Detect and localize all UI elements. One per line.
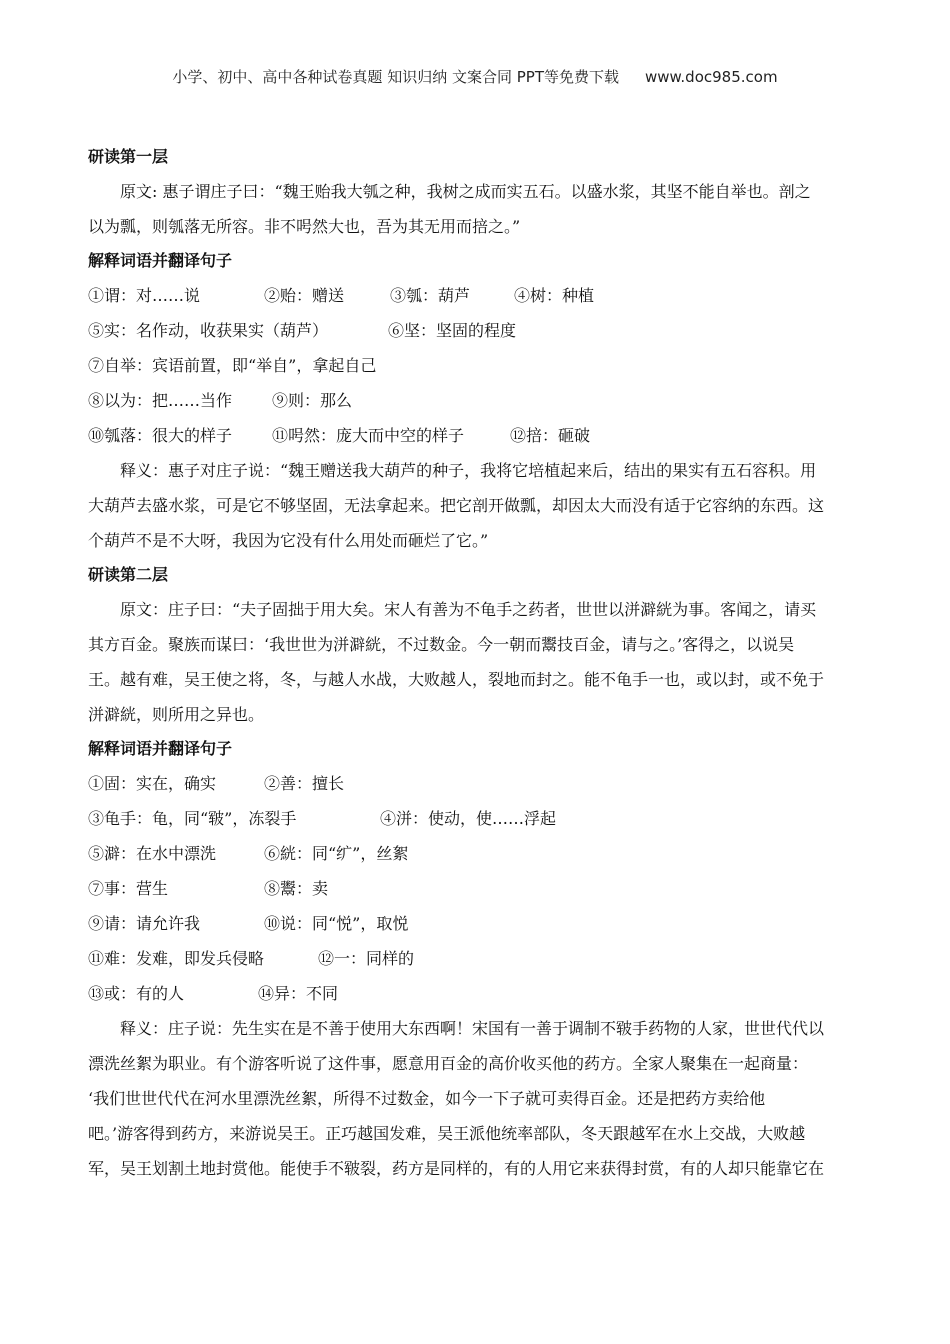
gloss-row (88, 348, 866, 383)
gloss-row (88, 976, 866, 1011)
page-header (0, 66, 950, 87)
original-line: 洴澼絖，则所用之异也。 (88, 705, 265, 724)
translation-line: 吧。’游客得到药方，来游说吴王。正巧越国发难，吴王派他统率部队，冬天跟越军在水上交战，大败越 (88, 1124, 806, 1143)
document-body (88, 140, 866, 1186)
gloss-item: ③瓠：葫芦 (390, 286, 471, 305)
gloss-item: ⑦事：营生 (88, 879, 169, 898)
gloss-item: ⑦自举：宾语前置，即“举自”，拿起自己 (88, 356, 377, 375)
gloss-item: ⑩说：同“悦”，取悦 (264, 914, 409, 933)
original-line: 王。越有难，吴王使之将，冬，与越人水战，大败越人，裂地而封之。能不龟手一也，或以封，或不免于 (88, 670, 825, 689)
original-line: 其方百金。聚族而谋曰：‘我世世为洴澼絖，不过数金。今一朝而鬻技百金，请与之。’客得之，以说吴 (88, 635, 795, 654)
section2-translation (88, 1011, 866, 1186)
gloss-item: ④洴：使动，使……浮起 (380, 809, 557, 828)
gloss-item: ⑪难：发难，即发兵侵略 (88, 949, 265, 968)
translation-line: 大葫芦去盛水浆，可是它不够坚固，无法拿起来。把它剖开做瓢，却因太大而没有适于它容纳的东西。这 (88, 496, 825, 515)
gloss-item: ⑫一：同样的 (318, 949, 415, 968)
section1-gloss-heading: 解释词语并翻译句子 (88, 251, 233, 270)
translation-line: 漂洗丝絮为职业。有个游客听说了这件事，愿意用百金的高价收买他的药方。全家人聚集在一起商量： (88, 1054, 809, 1073)
gloss-item: ⑤澼：在水中漂洗 (88, 844, 217, 863)
translation-line: 释义：惠子对庄子说：“魏王赠送我大葫芦的种子，我将它培植起来后，结出的果实有五石容积。用 (120, 461, 817, 480)
section1-translation (88, 453, 866, 558)
gloss-row (88, 766, 866, 801)
translation-line: 释义：庄子说：先生实在是不善于使用大东西啊！宋国有一善于调制不皲手药物的人家，世世代代以 (120, 1019, 825, 1038)
header-site: www.doc985.com (644, 68, 778, 86)
gloss-row (88, 871, 866, 906)
gloss-row (88, 906, 866, 941)
gloss-item: ⑥坚：坚固的程度 (388, 321, 517, 340)
translation-line: 军，吴王划割土地封赏他。能使手不皲裂，药方是同样的，有的人用它来获得封赏，有的人却只能靠它在 (88, 1159, 825, 1178)
gloss-item: ④树：种植 (514, 286, 595, 305)
translation-line: 个葫芦不是不大呀，我因为它没有什么用处而砸烂了它。” (88, 531, 489, 550)
original-line: 原文: 惠子谓庄子曰：“魏王贻我大瓠之种，我树之成而实五石。以盛水浆，其坚不能自举也。剖之 (120, 182, 811, 201)
section2-gloss-heading: 解释词语并翻译句子 (88, 739, 233, 758)
gloss-item: ②贻：赠送 (264, 286, 345, 305)
gloss-item: ⑪呺然：庞大而中空的样子 (272, 426, 465, 445)
section1-heading: 研读第一层 (88, 147, 169, 166)
gloss-item: ⑩瓠落：很大的样子 (88, 426, 233, 445)
gloss-row (88, 418, 866, 453)
gloss-row (88, 383, 866, 418)
header-title: 小学、初中、高中各种试卷真题 知识归纳 文案合同 PPT等免费下载 (172, 68, 619, 86)
gloss-row (88, 801, 866, 836)
gloss-item: ①谓：对……说 (88, 286, 201, 305)
section2-heading: 研读第二层 (88, 565, 169, 584)
gloss-item: ⑬或：有的人 (88, 984, 185, 1003)
gloss-item: ⑧鬻：卖 (264, 879, 329, 898)
section2-original (88, 592, 866, 732)
section1-original (88, 174, 866, 244)
gloss-row (88, 278, 866, 313)
gloss-item: ⑭异：不同 (258, 984, 339, 1003)
gloss-item: ⑨则：那么 (272, 391, 353, 410)
gloss-item: ⑫掊：砸破 (510, 426, 591, 445)
original-line: 原文：庄子曰：“夫子固拙于用大矣。宋人有善为不龟手之药者，世世以洴澼絖为事。客闻之，请买 (120, 600, 817, 619)
translation-line: ‘我们世世代代在河水里漂洗丝絮，所得不过数金，如今一下子就可卖得百金。还是把药方卖给他 (88, 1089, 766, 1108)
gloss-row (88, 313, 866, 348)
original-line: 以为瓢，则瓠落无所容。非不呺然大也，吾为其无用而掊之。” (88, 217, 521, 236)
gloss-row (88, 941, 866, 976)
gloss-item: ③龟手：龟，同“皲”，冻裂手 (88, 809, 297, 828)
gloss-row (88, 836, 866, 871)
gloss-item: ②善：擅长 (264, 774, 345, 793)
gloss-item: ⑧以为：把……当作 (88, 391, 233, 410)
gloss-item: ⑥絖：同“纩”，丝絮 (264, 844, 409, 863)
gloss-item: ⑨请：请允许我 (88, 914, 201, 933)
gloss-item: ①固：实在，确实 (88, 774, 217, 793)
gloss-item: ⑤实：名作动，收获果实（葫芦） (88, 321, 329, 340)
